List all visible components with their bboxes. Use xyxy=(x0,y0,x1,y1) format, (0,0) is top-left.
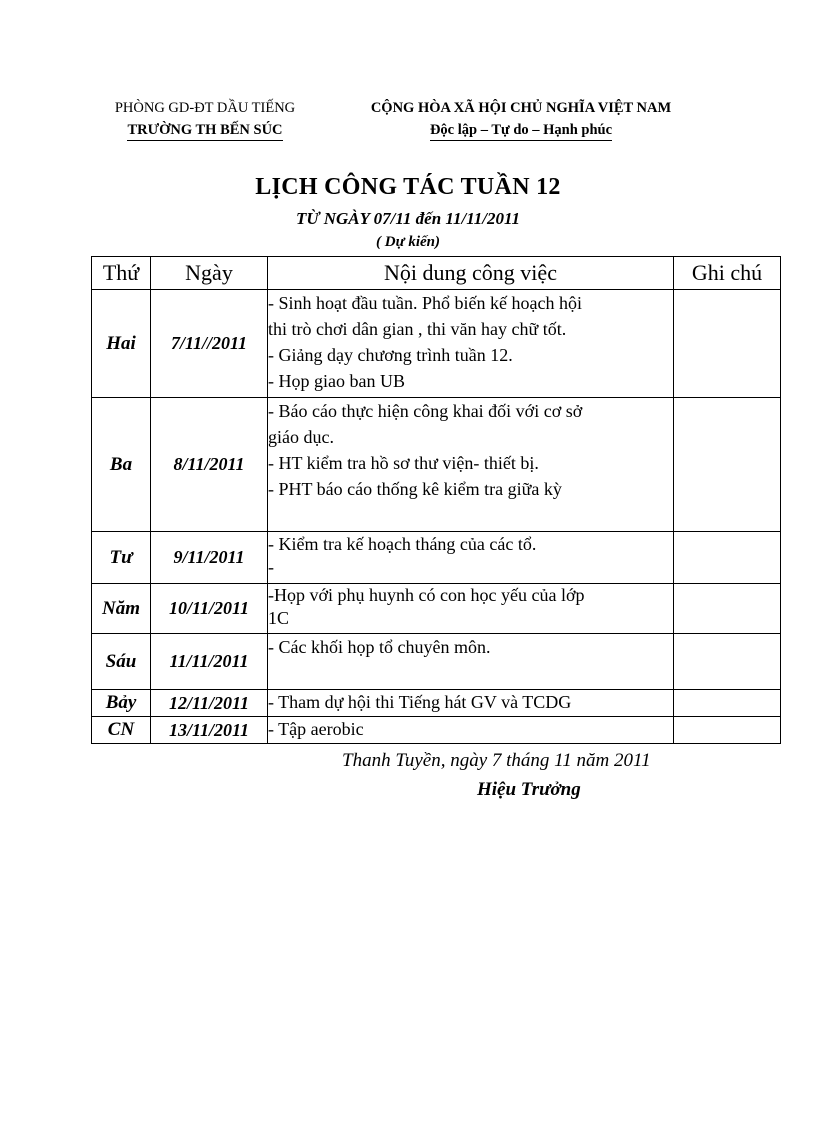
row-content xyxy=(268,584,674,634)
signature-place-date: Thanh Tuyền, ngày 7 tháng 11 năm 2011 xyxy=(342,750,651,771)
row-day: Tư xyxy=(92,532,151,584)
table-row xyxy=(92,690,781,717)
row-day: CN xyxy=(92,717,151,744)
national-motto xyxy=(336,119,706,141)
school-name-text: TRƯỜNG TH BẾN SÚC xyxy=(127,121,282,141)
row-content xyxy=(268,634,674,690)
table-row xyxy=(92,398,781,532)
content-line: - Kiểm tra kế hoạch tháng của các tổ. xyxy=(268,534,537,554)
content-line: - Sinh hoạt đầu tuần. Phổ biến kế hoạch hội xyxy=(268,293,582,313)
row-content xyxy=(268,532,674,584)
row-day: Bảy xyxy=(92,690,151,717)
content-line: - Tham dự hội thi Tiếng hát GV và TCDG xyxy=(268,692,572,712)
row-note xyxy=(674,290,781,398)
row-note xyxy=(674,584,781,634)
header-left xyxy=(97,97,313,141)
header-day: Thứ xyxy=(92,257,151,290)
table-header-row xyxy=(92,257,781,290)
row-date: 13/11/2011 xyxy=(151,717,268,744)
header-date: Ngày xyxy=(151,257,268,290)
content-line: thi trò chơi dân gian , thi văn hay chữ tốt. xyxy=(268,319,567,339)
row-content xyxy=(268,717,674,744)
table-row xyxy=(92,290,781,398)
table-row xyxy=(92,634,781,690)
department-name: PHÒNG GD-ĐT DẦU TIẾNG xyxy=(114,100,296,116)
document-subtitle: TỪ NGÀY 07/11 đến 11/11/2011 xyxy=(295,209,521,228)
content-line: - xyxy=(268,557,274,577)
table-row xyxy=(92,717,781,744)
content-line: giáo dục. xyxy=(268,427,334,447)
row-note xyxy=(674,634,781,690)
row-date: 8/11/2011 xyxy=(151,398,268,532)
row-note xyxy=(674,398,781,532)
row-day: Năm xyxy=(92,584,151,634)
signature-title: Hiệu Trưởng xyxy=(477,779,581,800)
content-line: - Báo cáo thực hiện công khai đối với cơ sở xyxy=(268,401,583,421)
content-line: - Các khối họp tổ chuyên môn. xyxy=(268,637,491,657)
table-row xyxy=(92,584,781,634)
content-line: - Tập aerobic xyxy=(268,719,364,739)
content-line: - PHT báo cáo thống kê kiểm tra giữa kỳ xyxy=(268,479,562,499)
row-day: Hai xyxy=(92,290,151,398)
national-title: CỘNG HÒA XÃ HỘI CHỦ NGHĨA VIỆT NAM xyxy=(370,100,672,116)
header-content: Nội dung công việc xyxy=(268,257,674,290)
row-date: 12/11/2011 xyxy=(151,690,268,717)
row-date: 11/11/2011 xyxy=(151,634,268,690)
row-note xyxy=(674,532,781,584)
row-content xyxy=(268,290,674,398)
content-line: -Họp với phụ huynh có con học yếu của lớp xyxy=(268,585,585,605)
content-line: - Họp giao ban UB xyxy=(268,371,405,391)
row-day: Ba xyxy=(92,398,151,532)
national-motto-text: Độc lập – Tự do – Hạnh phúc xyxy=(430,121,612,141)
content-line: 1C xyxy=(268,608,290,628)
row-date: 9/11/2011 xyxy=(151,532,268,584)
header-note: Ghi chú xyxy=(674,257,781,290)
table-row xyxy=(92,532,781,584)
row-note xyxy=(674,717,781,744)
row-content xyxy=(268,398,674,532)
content-line: - HT kiểm tra hồ sơ thư viện- thiết bị. xyxy=(268,453,539,473)
row-date: 7/11//2011 xyxy=(151,290,268,398)
row-date: 10/11/2011 xyxy=(151,584,268,634)
school-name xyxy=(97,119,313,141)
schedule-table xyxy=(91,256,781,744)
row-note xyxy=(674,690,781,717)
document-note: ( Dự kiến) xyxy=(376,234,440,250)
row-content xyxy=(268,690,674,717)
header-right xyxy=(336,97,706,141)
content-line: - Giảng dạy chương trình tuần 12. xyxy=(268,345,513,365)
document-title: LỊCH CÔNG TÁC TUẦN 12 xyxy=(255,174,561,200)
row-day: Sáu xyxy=(92,634,151,690)
